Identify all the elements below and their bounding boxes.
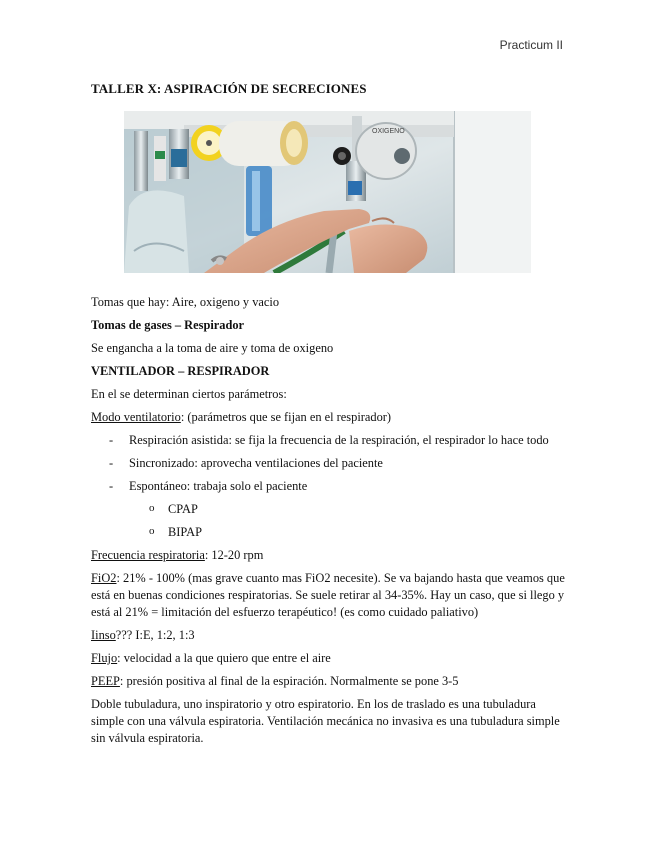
modo-list [91, 432, 571, 541]
fio2-label: FiO2 [91, 571, 117, 585]
list-item-text: Espontáneo: trabaja solo el paciente [129, 479, 308, 493]
flujo-line [91, 650, 571, 667]
peep-label: PEEP [91, 674, 120, 688]
list-item [91, 478, 571, 541]
tomas-line: Tomas que hay: Aire, oxigeno y vacio [91, 295, 280, 309]
list-item-text: Sincronizado: aprovecha ventilaciones del paciente [129, 456, 383, 470]
iinso-line [91, 627, 571, 644]
flujo-label: Flujo [91, 651, 118, 665]
iinso-label: Iinso [91, 628, 116, 642]
iinso-text: ??? I:E, 1:2, 1:3 [115, 628, 195, 642]
flujo-text: : velocidad a la que quiero que entre el aire [117, 651, 331, 665]
modo-line [91, 409, 571, 426]
peep-line [91, 673, 571, 690]
parametros-line: En el se determinan ciertos parámetros: [91, 387, 287, 401]
list-item [91, 455, 571, 472]
modo-label: Modo ventilatorio [91, 410, 181, 424]
fio2-text: : 21% - 100% (mas grave cuanto mas FiO2 necesite). Se va bajando hasta que veamos que está en buenas condiciones respiratorias. Se suele retirar al 34-35%. Hay un caso, que si llego y está al 21% = limitación del esfuerzo terapéutico! (es como cuidado paliativo) [91, 571, 565, 619]
tomas-gases-heading: Tomas de gases – Respirador [91, 318, 245, 332]
oxygen-outlet-photo [124, 111, 531, 273]
sub-list [129, 501, 571, 541]
sub-list-item: o CPAP [129, 501, 571, 518]
list-item [91, 432, 571, 449]
ventilador-heading: VENTILADOR – RESPIRADOR [91, 364, 270, 378]
photo-illustration [124, 111, 531, 273]
sub-list-item: o BIPAP [129, 524, 571, 541]
frecuencia-line [91, 547, 571, 564]
frecuencia-text: : 12-20 rpm [204, 548, 264, 562]
fio2-paragraph [91, 570, 571, 621]
doble-paragraph: Doble tubuladura, uno inspiratorio y otro espiratorio. En los de traslado es una tubuladura simple con una válvula espiratoria. Ventilación mecánica no invasiva es una tubuladura simple sin válvula espiratoria. [91, 697, 560, 745]
page-header: Practicum II [499, 38, 563, 52]
document-body [91, 294, 571, 753]
list-item-text: Respiración asistida: se fija la frecuencia de la respiración, el respirador lo hace todo [129, 433, 549, 447]
modo-text: : (parámetros que se fijan en el respirador) [180, 410, 392, 424]
oxigeno-panel-label: OXIGENO [372, 128, 405, 135]
frecuencia-label: Frecuencia respiratoria [91, 548, 205, 562]
engancha-line: Se engancha a la toma de aire y toma de oxigeno [91, 341, 334, 355]
page-title: TALLER X: ASPIRACIÓN DE SECRECIONES [91, 81, 367, 96]
peep-text: : presión positiva al final de la espiración. Normalmente se pone 3-5 [119, 674, 459, 688]
